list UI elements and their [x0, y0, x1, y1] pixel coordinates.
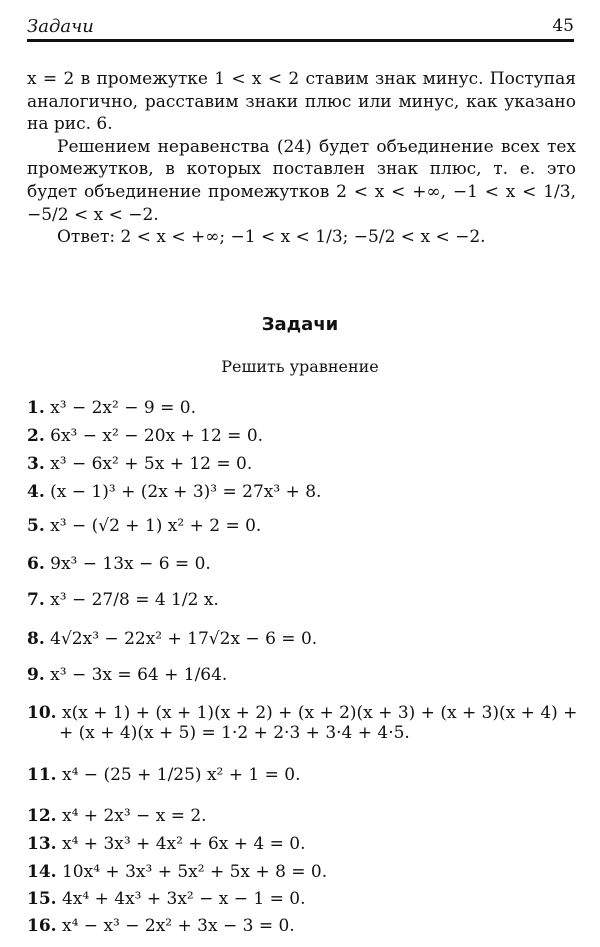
- problem-number: 14.: [27, 862, 57, 882]
- problem-number: 9.: [27, 665, 45, 685]
- problem-item: [27, 516, 582, 536]
- problem-equation: 4x⁴ + 4x³ + 3x² − x − 1 = 0.: [61, 889, 306, 909]
- intro-paragraph-2: Решением неравенства (24) будет объединение всех тех промежутков, в которых поставлен знак плюс, т. е. это будет объединение промежутков 2 < x < +∞, −1 < x < 1/3, −5/2 < x < −2.: [27, 136, 576, 225]
- problem-number: 5.: [27, 516, 45, 536]
- problem-number: 3.: [27, 454, 45, 474]
- problem-number: 16.: [27, 916, 57, 936]
- problem-number: 6.: [27, 554, 45, 574]
- problem-equation: 6x³ − x² − 20x + 12 = 0.: [50, 426, 264, 446]
- problem-equation: x⁴ − x³ − 2x² + 3x − 3 = 0.: [61, 916, 295, 936]
- problem-equation: 4√2x³ − 22x² + 17√2x − 6 = 0.: [50, 629, 318, 649]
- problem-item: [27, 703, 582, 743]
- problem-equation: x³ − 3x = 64 + 1/64.: [50, 665, 228, 685]
- problem-equation: x³ − 2x² − 9 = 0.: [50, 398, 196, 418]
- problem-number: 4.: [27, 482, 45, 502]
- section-subtitle: Решить уравнение: [221, 357, 379, 376]
- intro-text: [27, 68, 576, 249]
- problem-equation: (x − 1)³ + (2x + 3)³ = 27x³ + 8.: [50, 482, 322, 502]
- problem-item: [27, 862, 582, 882]
- problem-item: [27, 426, 582, 446]
- problem-item: [27, 454, 582, 474]
- problem-equation: x⁴ + 3x³ + 4x² + 6x + 4 = 0.: [61, 834, 306, 854]
- problem-equation: 9x³ − 13x − 6 = 0.: [50, 554, 211, 574]
- problem-item: [27, 765, 582, 785]
- problem-item: [27, 665, 582, 685]
- header-rule: [27, 39, 574, 42]
- problem-equation: x(x + 1) + (x + 1)(x + 2) + (x + 2)(x + 3) + (x + 3)(x + 4) +: [61, 703, 578, 723]
- problem-item: [27, 889, 582, 909]
- problem-number: 15.: [27, 889, 57, 909]
- page-number: 45: [552, 16, 574, 36]
- problem-item: [27, 482, 582, 502]
- problem-equation: x³ − 6x² + 5x + 12 = 0.: [50, 454, 253, 474]
- problem-number: 12.: [27, 806, 57, 826]
- answer-paragraph: Ответ: 2 < x < +∞; −1 < x < 1/3; −5/2 < x < −2.: [57, 227, 486, 248]
- problem-equation: x³ − 27/8 = 4 1/2 x.: [50, 590, 219, 610]
- problem-number: 7.: [27, 590, 45, 610]
- running-header: [27, 16, 574, 42]
- problem-item: [27, 590, 582, 610]
- problem-item: [27, 834, 582, 854]
- problem-number: 8.: [27, 629, 45, 649]
- problem-equation-continuation: + (x + 4)(x + 5) = 1·2 + 2·3 + 3·4 + 4·5.: [59, 723, 410, 743]
- problem-item: [27, 554, 582, 574]
- problem-item: [27, 629, 582, 649]
- section-title: Задачи: [261, 314, 339, 335]
- problem-number: 11.: [27, 765, 57, 785]
- problem-number: 10.: [27, 703, 57, 723]
- problem-number: 13.: [27, 834, 57, 854]
- problem-equation: x⁴ − (25 + 1/25) x² + 1 = 0.: [61, 765, 301, 785]
- problem-equation: 10x⁴ + 3x³ + 5x² + 5x + 8 = 0.: [61, 862, 328, 882]
- intro-paragraph-1: x = 2 в промежутке 1 < x < 2 ставим знак минус. Поступая аналогично, расставим знаки плюс или минус, как указано на рис. 6.: [27, 69, 576, 135]
- problem-number: 2.: [27, 426, 45, 446]
- problem-item: [27, 806, 582, 826]
- problem-item: [27, 916, 582, 936]
- problem-equation: x³ − (√2 + 1) x² + 2 = 0.: [50, 516, 262, 536]
- problem-item: [27, 398, 582, 418]
- problem-number: 1.: [27, 398, 45, 418]
- problem-equation: x⁴ + 2x³ − x = 2.: [61, 806, 207, 826]
- running-title: Задачи: [27, 16, 94, 37]
